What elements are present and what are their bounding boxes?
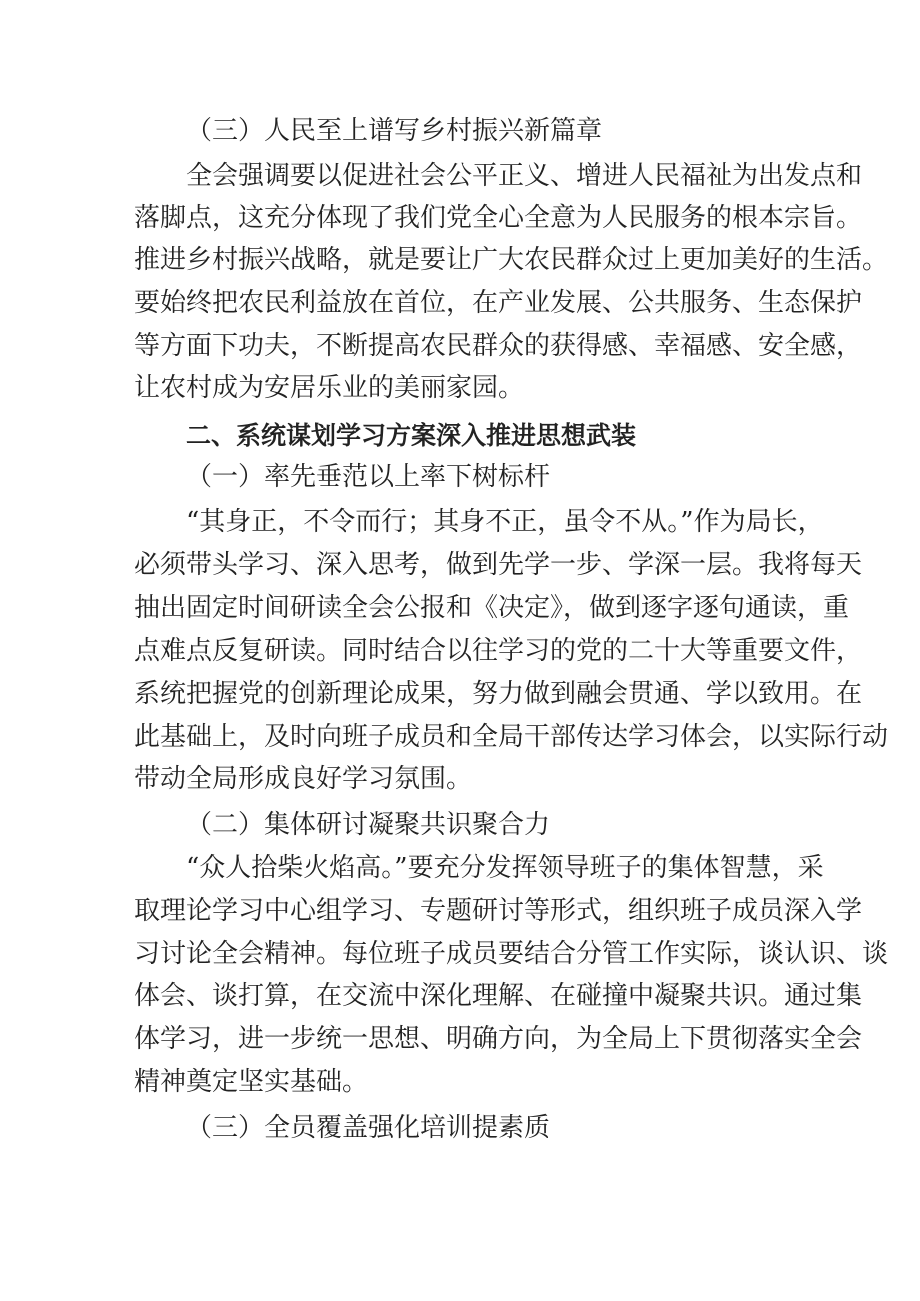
paragraph-line: 系统把握党的创新理论成果，努力做到融会贯通、学以致用。在 xyxy=(134,679,863,709)
paragraph-line: “其身正，不令而行；其身不正，虽令不从。”作为局长， xyxy=(186,507,824,537)
paragraph-line: 抽出固定时间研读全会公报和《决定》，做到逐字逐句通读，重 xyxy=(134,593,850,623)
paragraph-line: 全会强调要以促进社会公平正义、增进人民福祉为出发点和 xyxy=(186,161,863,191)
paragraph-line: 让农村成为安居乐业的美丽家园。 xyxy=(134,373,525,403)
paragraph-line: 点难点反复研读。同时结合以往学习的党的二十大等重要文件， xyxy=(134,636,863,666)
subheading-people-first: （三）人民至上谱写乡村振兴新篇章 xyxy=(186,116,603,146)
paragraph-line: “众人拾柴火焰高。”要充分发挥领导班子的集体智慧，采 xyxy=(186,853,824,883)
paragraph-line: 带动全局形成良好学习氛围。 xyxy=(134,764,473,794)
subheading-full-coverage: （三）全员覆盖强化培训提素质 xyxy=(186,1113,551,1143)
paragraph-line: 取理论学习中心组学习、专题研讨等形式，组织班子成员深入学 xyxy=(134,896,863,926)
paragraph-line: 精神奠定坚实基础。 xyxy=(134,1067,369,1097)
paragraph-line: 必须带头学习、深入思考，做到先学一步、学深一层。我将每天 xyxy=(134,550,863,580)
paragraph-line: 等方面下功夫，不断提高农民群众的获得感、幸福感、安全感， xyxy=(134,331,863,361)
subheading-collective-discussion: （二）集体研讨凝聚共识聚合力 xyxy=(186,810,551,840)
paragraph-line: 要始终把农民利益放在首位，在产业发展、公共服务、生态保护 xyxy=(134,288,863,318)
section-heading-2: 二、系统谋划学习方案深入推进思想武装 xyxy=(186,421,637,450)
paragraph-line: 此基础上，及时向班子成员和全局干部传达学习体会，以实际行动 xyxy=(134,722,889,752)
paragraph-line: 落脚点，这充分体现了我们党全心全意为人民服务的根本宗旨。 xyxy=(134,203,863,233)
paragraph-line: 习讨论全会精神。每位班子成员要结合分管工作实际，谈认识、谈 xyxy=(134,939,889,969)
paragraph-line: 推进乡村振兴战略，就是要让广大农民群众过上更加美好的生活。 xyxy=(134,245,889,275)
subheading-lead-by-example: （一）率先垂范以上率下树标杆 xyxy=(186,462,551,492)
paragraph-line: 体学习，进一步统一思想、明确方向，为全局上下贯彻落实全会 xyxy=(134,1024,863,1054)
paragraph-line: 体会、谈打算，在交流中深化理解、在碰撞中凝聚共识。通过集 xyxy=(134,981,863,1011)
